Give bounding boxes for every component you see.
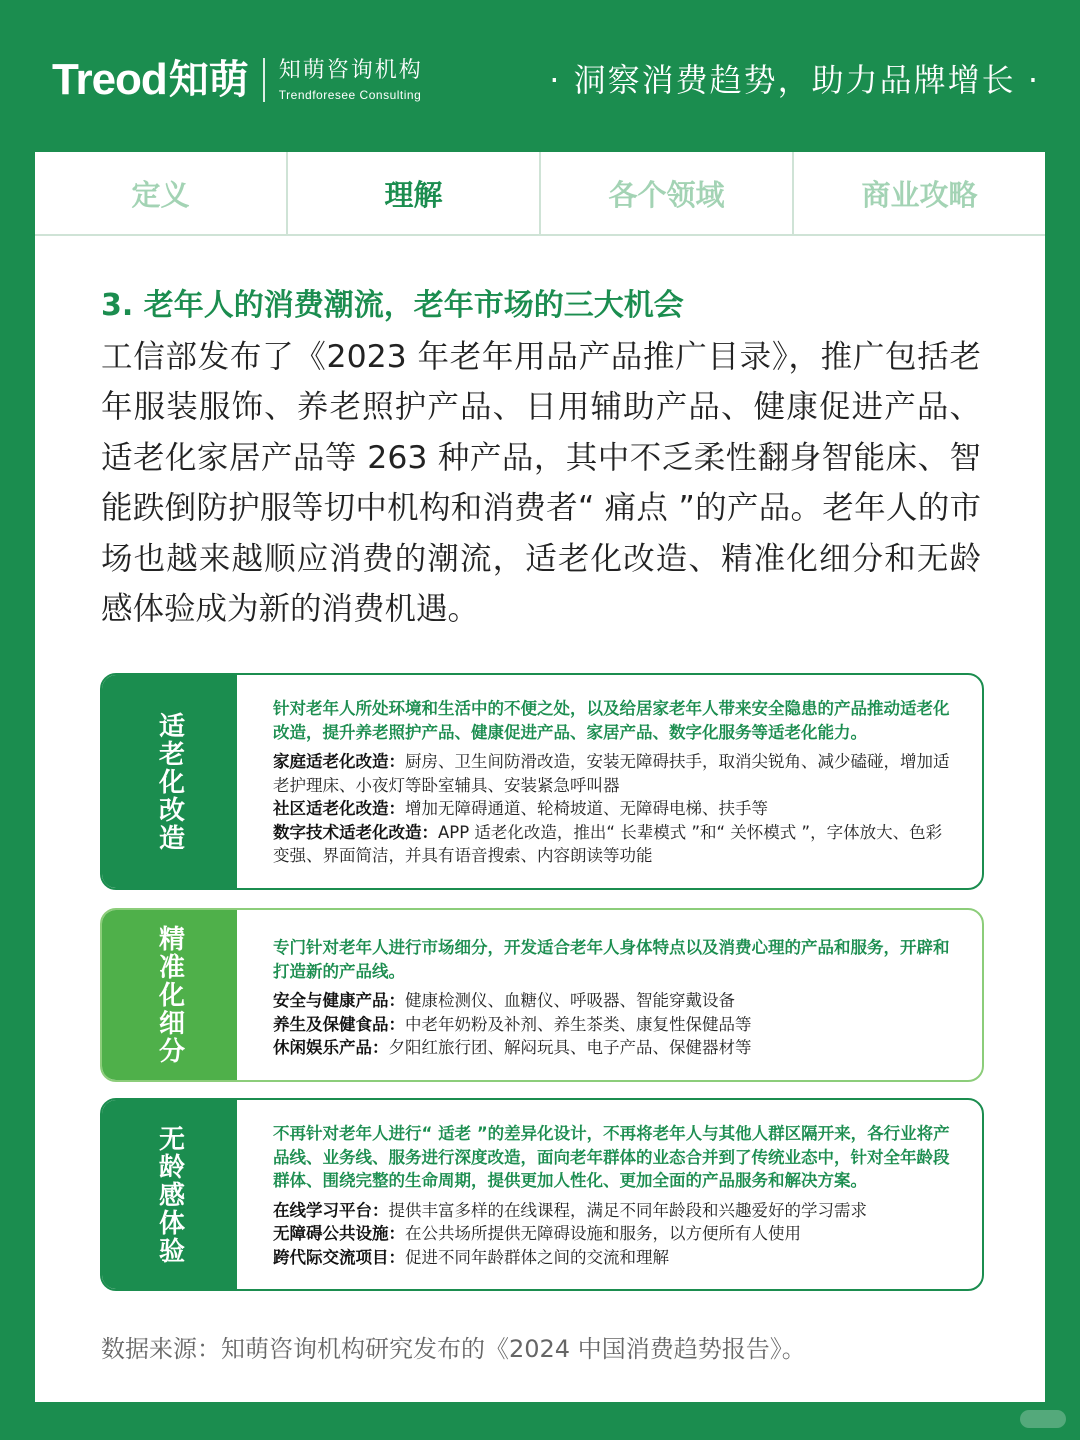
list-item (273, 989, 954, 1013)
opportunity-label: 精准化细分 (154, 925, 185, 1065)
item-text: APP 适老化改造，推出“ 长辈模式 ”和“ 关怀模式 ”，字体放大、色彩变强、界面简洁，并具有语音搜索、内容朗读等功能 (273, 822, 943, 865)
item-label: 休闲娱乐产品： (273, 1038, 389, 1057)
section-title: 3. 老年人的消费潮流，老年市场的三大机会 (101, 288, 684, 323)
item-label: 安全与健康产品： (273, 991, 405, 1010)
tab-bar (35, 152, 1045, 236)
list-item (273, 1246, 954, 1270)
list-item (273, 750, 954, 797)
content-card (35, 152, 1045, 1402)
item-label: 跨代际交流项目： (273, 1247, 405, 1267)
opportunity-lead: 专门针对老年人进行市场细分，开发适合老年人身体特点以及消费心理的产品和服务，开辟和打造新的产品线。 (273, 938, 950, 981)
list-item (273, 1013, 954, 1037)
item-text: 提供丰富多样的在线课程，满足不同年龄段和兴趣爱好的学习需求 (388, 1200, 867, 1220)
item-label: 无障碍公共设施： (273, 1224, 405, 1243)
opportunity-body (237, 1100, 982, 1289)
item-label: 家庭适老化改造： (273, 752, 405, 771)
opportunity-body (237, 910, 982, 1080)
intro-paragraph: 工信部发布了《2023 年老年用品产品推广目录》，推广包括老年服装服饰、养老照护产品、日用辅助产品、健康促进产品、适老化家居产品等 263 种产品，其中不乏柔性翻身智能床、智能跌倒防护服等切中机构和消费者“ 痛点 ”的产品。老年人的市场也越来越顺应消费的潮流，适老化改造、精准化细分和无龄感体验成为新的消费机遇。 (101, 339, 981, 628)
tab-definition[interactable]: 定义 (35, 152, 288, 234)
opportunity-lead: 不再针对老年人进行“ 适老 ”的差异化设计，不再将老年人与其他人群区隔开来，各行业将产品线、业务线、服务进行深度改造，面向老年群体的业态合并到了传统业态中，针对全年龄段群体、围绕完整的生命周期，提供更加人性化、更加全面的产品服务和解决方案。 (273, 1124, 950, 1190)
logo-divider (263, 58, 265, 102)
list-item (273, 797, 954, 821)
list-item (273, 1036, 954, 1060)
item-text: 健康检测仪、血糖仪、呼吸器、智能穿戴设备 (405, 991, 735, 1010)
item-label: 在线学习平台： (273, 1200, 389, 1220)
brand-logo (52, 55, 423, 105)
item-label: 社区适老化改造： (273, 799, 405, 818)
org-name-cn: 知萌咨询机构 (278, 57, 423, 83)
header (0, 0, 1080, 152)
list-item (273, 1199, 954, 1223)
data-source-note: 数据来源：知萌咨询机构研究发布的《2024 中国消费趋势报告》。 (101, 1335, 806, 1363)
list-item (273, 821, 954, 868)
opportunity-box-precise-segmentation (100, 908, 984, 1082)
watermark-badge (1020, 1410, 1066, 1428)
opportunity-label-panel (102, 910, 237, 1080)
opportunity-lead: 针对老年人所处环境和生活中的不便之处，以及给居家老年人带来安全隐患的产品推动适老化改造，提升养老照护产品、健康促进产品、家居产品、数字化服务等适老化能力。 (273, 699, 950, 742)
opportunity-box-aging-adaptation (100, 673, 984, 890)
item-text: 增加无障碍通道、轮椅坡道、无障碍电梯、扶手等 (405, 799, 768, 818)
item-text: 中老年奶粉及补剂、养生茶类、康复性保健品等 (405, 1014, 752, 1034)
opportunity-label: 无龄感体验 (154, 1124, 185, 1265)
item-text: 夕阳红旅行团、解闷玩具、电子产品、保健器材等 (388, 1038, 752, 1057)
slogan: · 洞察消费趋势，助力品牌增长 · (549, 61, 1040, 99)
item-label: 数字技术适老化改造： (273, 822, 438, 842)
item-text: 在公共场所提供无障碍设施和服务，以方便所有人使用 (405, 1224, 801, 1243)
org-name-en: Trendforesee Consulting (278, 88, 422, 103)
opportunity-label: 适老化改造 (154, 711, 185, 852)
list-item (273, 1222, 954, 1246)
org-name (279, 58, 423, 102)
opportunity-label-panel (102, 675, 237, 888)
item-text: 厨房、卫生间防滑改造，安装无障碍扶手，取消尖锐角、减少磕碰，增加适老护理床、小夜灯等卧室辅具、安装紧急呼叫器 (273, 752, 950, 795)
tab-business-strategy[interactable]: 商业攻略 (861, 177, 978, 212)
opportunity-box-ageless-experience (100, 1098, 984, 1291)
logo-chinese: 知萌 (168, 57, 249, 103)
opportunity-label-panel (102, 1100, 237, 1289)
opportunity-body (237, 675, 982, 888)
item-label: 养生及保健食品： (273, 1014, 405, 1034)
item-text: 促进不同年龄群体之间的交流和理解 (405, 1247, 669, 1267)
tab-understanding[interactable]: 理解 (288, 152, 541, 234)
logo-wordmark: Treod (52, 55, 167, 104)
tab-domains[interactable]: 各个领域 (541, 152, 794, 234)
